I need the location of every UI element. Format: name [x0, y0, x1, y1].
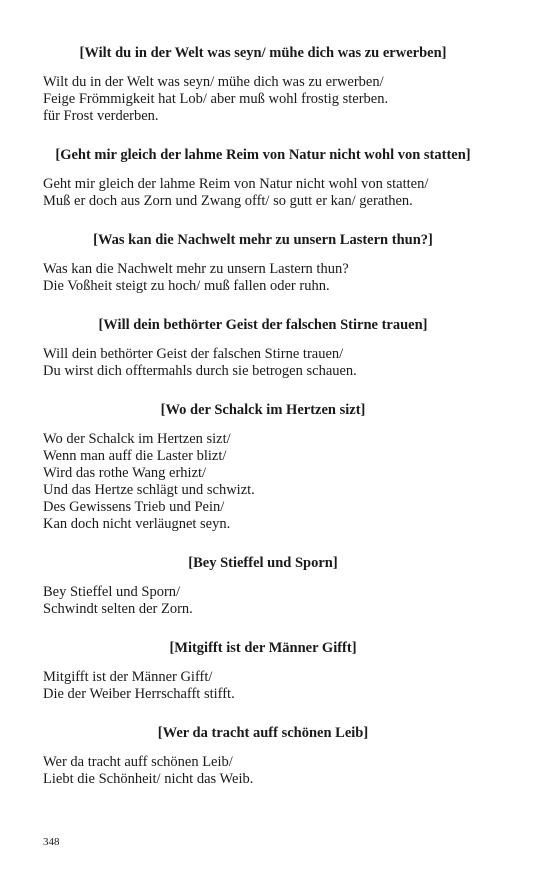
- poem-line: Kan doch nicht verläugnet seyn.: [43, 516, 231, 532]
- poem-line: Geht mir gleich der lahme Reim von Natur nicht wohl von statten/: [43, 176, 429, 192]
- poem-title: [Bey Stieffel und Sporn]: [188, 555, 338, 571]
- poem-3: [43, 231, 483, 295]
- poem-lines: [43, 261, 483, 295]
- poem-title: [Wilt du in der Welt was seyn/ mühe dich was zu erwerben]: [79, 45, 447, 61]
- poem-title: [Geht mir gleich der lahme Reim von Natur nicht wohl von statten]: [55, 147, 471, 163]
- poem-line: Du wirst dich offtermahls durch sie betrogen schauen.: [43, 363, 357, 379]
- poem-lines: [43, 431, 483, 533]
- poem-lines: [43, 584, 483, 618]
- page-content: [43, 44, 483, 809]
- poem-line: Liebt die Schönheit/ nicht das Weib.: [43, 771, 254, 787]
- poem-line: Wenn man auff die Laster blizt/: [43, 448, 227, 464]
- page-number: 348: [43, 836, 60, 848]
- poem-8: [43, 724, 483, 788]
- poem-line: Des Gewissens Trieb und Pein/: [43, 499, 225, 515]
- poem-lines: [43, 669, 483, 703]
- poem-lines: [43, 176, 483, 210]
- poem-lines: [43, 74, 483, 125]
- poem-line: Wilt du in der Welt was seyn/ mühe dich was zu erwerben/: [43, 74, 384, 90]
- poem-line: Bey Stieffel und Sporn/: [43, 584, 181, 600]
- poem-line: Und das Hertze schlägt und schwizt.: [43, 482, 255, 498]
- poem-5: [43, 401, 483, 533]
- poem-line: Feige Frömmigkeit hat Lob/ aber muß wohl frostig sterben.: [43, 91, 389, 107]
- poem-line: Will dein bethörter Geist der falschen Stirne trauen/: [43, 346, 344, 362]
- poem-1: [43, 44, 483, 125]
- poem-line: Schwindt selten der Zorn.: [43, 601, 193, 617]
- poem-title: [Wer da tracht auff schönen Leib]: [157, 725, 369, 741]
- poem-title: [Was kan die Nachwelt mehr zu unsern Lastern thun?]: [93, 232, 433, 248]
- poem-line: für Frost verderben.: [43, 108, 159, 124]
- poem-line: Was kan die Nachwelt mehr zu unsern Lastern thun?: [43, 261, 349, 277]
- poem-line: Die der Weiber Herrschafft stifft.: [43, 686, 235, 702]
- poem-6: [43, 554, 483, 618]
- poem-lines: [43, 754, 483, 788]
- poem-line: Wird das rothe Wang erhizt/: [43, 465, 207, 481]
- poem-line: Mitgifft ist der Männer Gifft/: [43, 669, 213, 685]
- poem-line: Wo der Schalck im Hertzen sizt/: [43, 431, 231, 447]
- poem-title: [Mitgifft ist der Männer Gifft]: [169, 640, 357, 656]
- poem-lines: [43, 346, 483, 380]
- poem-line: Muß er doch aus Zorn und Zwang offt/ so gutt er kan/ gerathen.: [43, 193, 413, 209]
- poem-4: [43, 316, 483, 380]
- poem-7: [43, 639, 483, 703]
- poem-title: [Will dein bethörter Geist der falschen Stirne trauen]: [98, 317, 428, 333]
- poem-line: Wer da tracht auff schönen Leib/: [43, 754, 233, 770]
- poem-line: Die Voßheit steigt zu hoch/ muß fallen oder ruhn.: [43, 278, 330, 294]
- poem-2: [43, 146, 483, 210]
- poem-title: [Wo der Schalck im Hertzen sizt]: [160, 402, 366, 418]
